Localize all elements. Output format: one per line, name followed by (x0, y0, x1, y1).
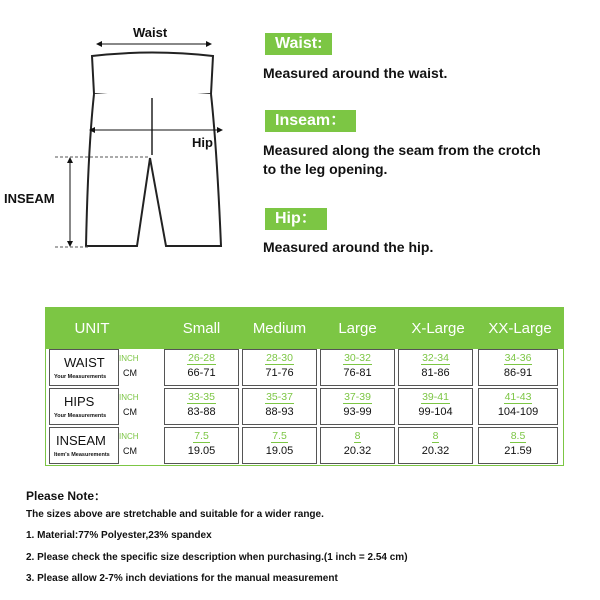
measurement-name: WAIST (64, 355, 105, 370)
row-label (49, 388, 119, 425)
waist-dimension-label: Waist (133, 25, 168, 40)
measurement-subtitle: Your Measurements (54, 413, 107, 419)
table-cell: 39-41 99-104 (398, 388, 473, 425)
inseam-dimension-label: INSEAM (4, 191, 55, 206)
hip-badge: Hip： (265, 208, 327, 230)
note-line: The sizes above are stretchable and suitable for a wider range. (26, 509, 324, 520)
waist-badge: Waist: (265, 33, 332, 55)
note-line: 2. Please check the specific size description when purchasing.(1 inch = 2.54 cm) (26, 552, 408, 563)
inseam-badge: Inseam： (265, 110, 356, 132)
hip-description: Measured around the hip. (263, 239, 434, 255)
table-cell: 37-39 93-99 (320, 388, 395, 425)
waist-description: Measured around the waist. (263, 65, 448, 81)
hip-dimension-label: Hip (192, 135, 213, 150)
measurement-subtitle: Your Measurements (54, 374, 107, 380)
table-cell: 28-30 71-76 (242, 349, 317, 386)
measurement-name: HIPS (64, 394, 95, 409)
table-row-hips (46, 388, 563, 425)
table-cell: 8.5 21.59 (478, 427, 558, 464)
measurement-name: INSEAM (56, 433, 106, 448)
inseam-description-line1: Measured along the seam from the crotch (263, 142, 541, 158)
size-chart-table (45, 307, 564, 466)
table-cell: 8 20.32 (398, 427, 473, 464)
measurement-subtitle: Item's Measurements (54, 452, 110, 458)
table-header (46, 308, 563, 349)
inseam-description-line2: to the leg opening. (263, 161, 388, 177)
header-unit: UNIT (74, 320, 110, 337)
row-label (49, 427, 119, 464)
table-cell: 30-32 76-81 (320, 349, 395, 386)
unit-inch-label: INCH (119, 393, 139, 402)
table-cell: 7.5 19.05 (164, 427, 239, 464)
unit-cm-label: CM (123, 368, 137, 378)
table-cell: 8 20.32 (320, 427, 395, 464)
header-medium: Medium (252, 320, 307, 337)
table-cell: 34-36 86-91 (478, 349, 558, 386)
note-line: 3. Please allow 2-7% inch deviations for the manual measurement (26, 573, 338, 584)
notes-title: Please Note： (26, 489, 107, 503)
table-row-waist (46, 349, 563, 386)
shorts-diagram (0, 0, 250, 260)
table-cell: 32-34 81-86 (398, 349, 473, 386)
header-xxlarge: XX-Large (488, 320, 552, 337)
unit-inch-label: INCH (119, 354, 139, 363)
unit-cm-label: CM (123, 407, 137, 417)
table-row-inseam (46, 427, 563, 464)
table-cell: 7.5 19.05 (242, 427, 317, 464)
header-small: Small (182, 320, 221, 337)
unit-inch-label: INCH (119, 432, 139, 441)
table-cell: 41-43 104-109 (478, 388, 558, 425)
header-xlarge: X-Large (411, 320, 465, 337)
table-cell: 26-28 66-71 (164, 349, 239, 386)
table-cell: 35-37 88-93 (242, 388, 317, 425)
note-line: 1. Material:77% Polyester,23% spandex (26, 530, 212, 541)
header-large: Large (338, 320, 377, 337)
unit-cm-label: CM (123, 446, 137, 456)
shorts-outline-icon (0, 0, 250, 260)
table-cell: 33-35 83-88 (164, 388, 239, 425)
row-label (49, 349, 119, 386)
